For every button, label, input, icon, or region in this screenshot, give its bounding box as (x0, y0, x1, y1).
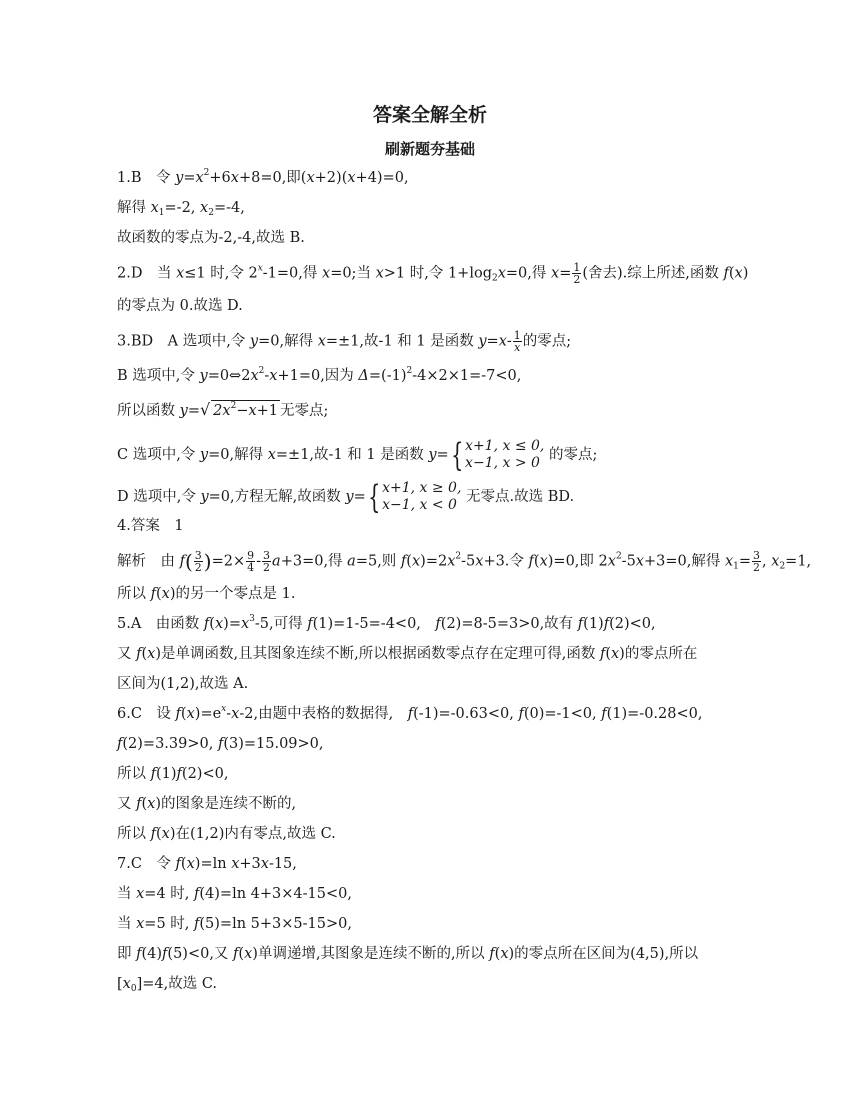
line-14: 5.A 由函数 $f(x)=x^3-5$,可得 f(1)=1-5=-4<0, f(2)=8-5=3>0,故有 f(1)f(2)<0, (117, 614, 656, 632)
line-20: 又 f(x)的图象是连续不断的, (117, 796, 297, 812)
line-18: f(2)=3.39>0, f(3)=15.09>0, (117, 736, 324, 752)
line-6: 3.BD A 选项中,令 y=0,解得 x=±1,故-1 和 1 是函数 y=x- $\frac{1}{x}$ 的零点; (117, 329, 572, 354)
section-subtitle: 刷新题夯基础 (384, 140, 475, 158)
line-4: 2.D 当 x≤1 时,令 $2^x-1=0$,得 x=0;当 x>1 时,令 $1+\log_2x=0$,得 x= $\frac{1}{2}$ (舍去).综上所述,函数 f(x) (117, 261, 749, 286)
line-7: B 选项中,令 $y=0\Leftrightarrow 2x^2-x+1=0$,因为 $\Delta=(-1)^2-4\times 2\times 1=-7<0$, (117, 366, 522, 384)
line-23: 当 x=4 时, f(4)=ln 4+3×4-15<0, (117, 886, 352, 902)
line-25: 即 f(4)f(5)<0,又 f(x)单调递增,其图象是连续不断的,所以 f(x)的零点所在区间为(4,5),所以 (117, 946, 699, 962)
line-2: 解得 $x_1=-2$, $x_2=-4$, (117, 200, 245, 218)
line-12: 解析 由 f( $\frac{3}{2}$ )=2× $\frac{9}{4}$ - $\frac{3}{2}$ a+3=0,得 a=5,则 $f(x)=2x^2-5x+3$.令 f(x)=0,即 $2x^2-5x+3=0$,解得 $x_1=$ $\frac{3}{2}$ , $x_2=1$, (117, 549, 812, 574)
line-8: 所以函数 y=√ $2x^2-x+1$ 无零点; (117, 400, 329, 419)
line-11: 4.答案 1 (117, 518, 184, 534)
line-1: 1.B 令 $y=x^2+6x+8=0$,即(x+2)(x+4)=0, (117, 168, 409, 186)
line-3: 故函数的零点为-2,-4,故选 B. (117, 230, 305, 246)
line-21: 所以 f(x)在(1,2)内有零点,故选 C. (117, 826, 336, 842)
line-17: 6.C 设 $f(x)=e^x-x-2$,由题中表格的数据得, f(-1)=-0.63<0, f(0)=-1<0, f(1)=-0.28<0, (117, 704, 703, 722)
line-9: C 选项中,令 y=0,解得 x=±1,故-1 和 1 是函数 y={ x+1, x ≤ 0, x−1, x > 0 的零点; (117, 436, 598, 474)
line-15: 又 f(x)是单调函数,且其图象连续不断,所以根据函数零点存在定理可得,函数 f(x)的零点所在 (117, 646, 698, 662)
line-13: 所以 f(x)的另一个零点是 1. (117, 586, 296, 602)
line-16: 区间为(1,2),故选 A. (117, 676, 249, 692)
line-10: D 选项中,令 y=0,方程无解,故函数 y={ x+1, x ≥ 0, x−1, x < 0 无零点.故选 BD. (117, 478, 575, 516)
line-26: $[x_0]=4$,故选 C. (117, 976, 218, 994)
line-24: 当 x=5 时, f(5)=ln 5+3×5-15>0, (117, 916, 352, 932)
line-22: 7.C 令 f(x)=ln x+3x-15, (117, 856, 297, 872)
line-5: 的零点为 0.故选 D. (117, 298, 243, 314)
line-19: 所以 f(1)f(2)<0, (117, 766, 229, 782)
page-title: 答案全解全析 (372, 104, 487, 126)
